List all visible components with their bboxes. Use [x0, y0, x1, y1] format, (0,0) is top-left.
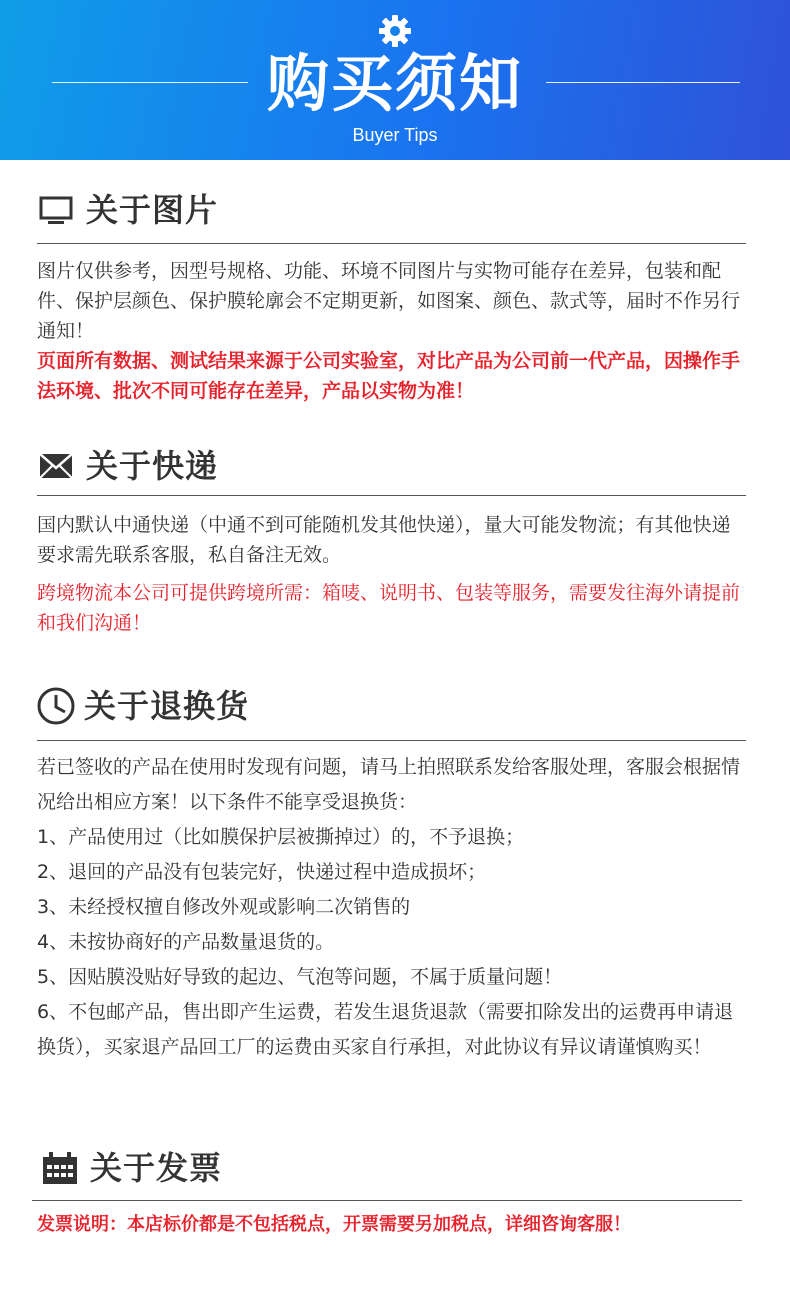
- paragraph: 若已签收的产品在使用时发现有问题，请马上拍照联系发给客服处理，客服会根据情况给出相应方案！以下条件不能享受退换货：: [37, 756, 741, 813]
- header-banner: [0, 0, 790, 160]
- list-item: 5、因贴膜没贴好导致的起边、气泡等问题，不属于质量问题！: [37, 966, 563, 988]
- notice-text: 跨境物流本公司可提供跨境所需：箱唛、说明书、包装等服务，需要发往海外请提前和我们沟通！: [37, 582, 741, 634]
- section-body-returns: [37, 750, 749, 1065]
- section-title: 关于图片: [86, 191, 219, 229]
- monitor-icon: [38, 194, 74, 226]
- section-header-returns: [38, 684, 249, 728]
- section-header-invoice: [38, 1146, 222, 1190]
- gear-icon: [379, 15, 411, 47]
- section-header-pictures: [38, 188, 218, 232]
- section-header-express: [38, 444, 218, 488]
- section-body-invoice: [37, 1210, 749, 1240]
- notice-text: 发票说明：本店标价都是不包括税点，开票需要另加税点，详细咨询客服！: [37, 1214, 631, 1235]
- paragraph: 国内默认中通快递（中通不到可能随机发其他快递），量大可能发物流；有其他快递要求需先联系客服，私自备注无效。: [37, 514, 731, 566]
- list-item: 4、未按协商好的产品数量退货的。: [37, 931, 335, 953]
- section-title: 关于退换货: [84, 687, 250, 725]
- section-body-pictures: [37, 256, 749, 406]
- banner-title: 购买须知: [266, 47, 523, 120]
- section-title: 关于发票: [90, 1149, 223, 1187]
- list-item: 3、未经授权擅自修改外观或影响二次销售的: [37, 896, 411, 918]
- calendar-icon: [42, 1151, 78, 1185]
- list-item: 6、不包邮产品，售出即产生运费，若发生退货退款（需要扣除发出的运费再申请退换货），买家退产品回工厂的运费由买家自行承担，对此协议有异议请谨慎购买！: [37, 1001, 734, 1058]
- section-divider: [37, 495, 746, 496]
- list-item: 2、退回的产品没有包装完好，快递过程中造成损坏；: [37, 861, 487, 883]
- section-divider: [32, 1200, 742, 1201]
- section-body-express: [37, 510, 749, 638]
- section-divider: [37, 740, 746, 741]
- section-title: 关于快递: [86, 447, 219, 485]
- banner-subtitle: Buyer Tips: [352, 125, 438, 145]
- envelope-icon: [38, 451, 74, 481]
- paragraph: 图片仅供参考，因型号规格、功能、环境不同图片与实物可能存在差异，包装和配件、保护层颜色、保护膜轮廓会不定期更新，如图案、颜色、款式等，届时不作另行通知！: [37, 260, 741, 342]
- section-divider: [37, 243, 746, 244]
- clock-icon: [36, 686, 76, 726]
- notice-text: 页面所有数据、测试结果来源于公司实验室，对比产品为公司前一代产品，因操作手法环境、批次不同可能存在差异，产品以实物为准！: [37, 350, 741, 402]
- list-item: 1、产品使用过（比如膜保护层被撕掉过）的，不予退换；: [37, 826, 525, 848]
